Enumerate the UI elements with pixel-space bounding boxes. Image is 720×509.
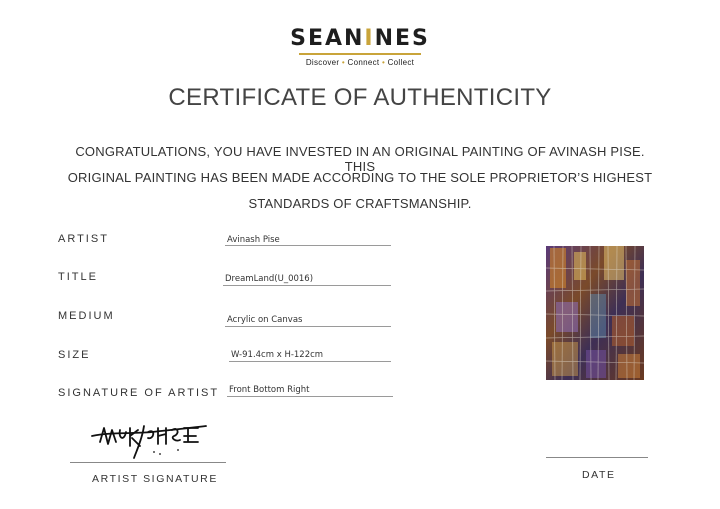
signature-of-artist-underline	[227, 396, 393, 397]
signature-scribble-icon	[90, 418, 210, 462]
logo-wordmark: SEANINES	[290, 26, 430, 51]
title-label: TITLE	[58, 271, 98, 283]
logo-rule	[299, 53, 421, 55]
painting-thumbnail	[546, 246, 644, 380]
size-value: W-91.4cm x H-122cm	[231, 350, 324, 360]
artist-underline	[225, 245, 391, 246]
title-underline	[223, 285, 391, 286]
date-line	[546, 457, 648, 458]
artist-signature-line	[70, 462, 226, 463]
date-caption: DATE	[582, 469, 616, 481]
statement-line-3: STANDARDS OF CRAFTSMANSHIP.	[248, 196, 472, 211]
artist-signature-caption: ARTIST SIGNATURE	[92, 473, 218, 485]
statement-line-1: CONGRATULATIONS, YOU HAVE INVESTED IN AN ORIGINAL PAINTING OF AVINASH PISE. THIS	[75, 144, 645, 174]
artist-signature-image	[90, 418, 210, 462]
certificate-title: CERTIFICATE OF AUTHENTICITY	[168, 84, 552, 111]
painting-image-icon	[546, 246, 644, 380]
logo-accent-letter: I	[364, 26, 375, 51]
brand-logo	[0, 26, 720, 67]
size-underline	[229, 361, 391, 362]
statement-line-2: ORIGINAL PAINTING HAS BEEN MADE ACCORDING TO THE SOLE PROPRIETOR’S HIGHEST	[67, 170, 653, 185]
artist-label: ARTIST	[58, 233, 109, 245]
title-value: DreamLand(U_0016)	[225, 274, 314, 284]
medium-underline	[225, 326, 391, 327]
medium-value: Acrylic on Canvas	[227, 315, 303, 325]
signature-of-artist-value: Front Bottom Right	[229, 385, 310, 395]
logo-tagline: Discover • Connect • Collect	[305, 57, 415, 67]
size-label: SIZE	[58, 349, 91, 361]
medium-label: MEDIUM	[58, 310, 115, 322]
artist-value: Avinash Pise	[227, 235, 280, 245]
signature-of-artist-label: SIGNATURE OF ARTIST	[58, 387, 220, 399]
